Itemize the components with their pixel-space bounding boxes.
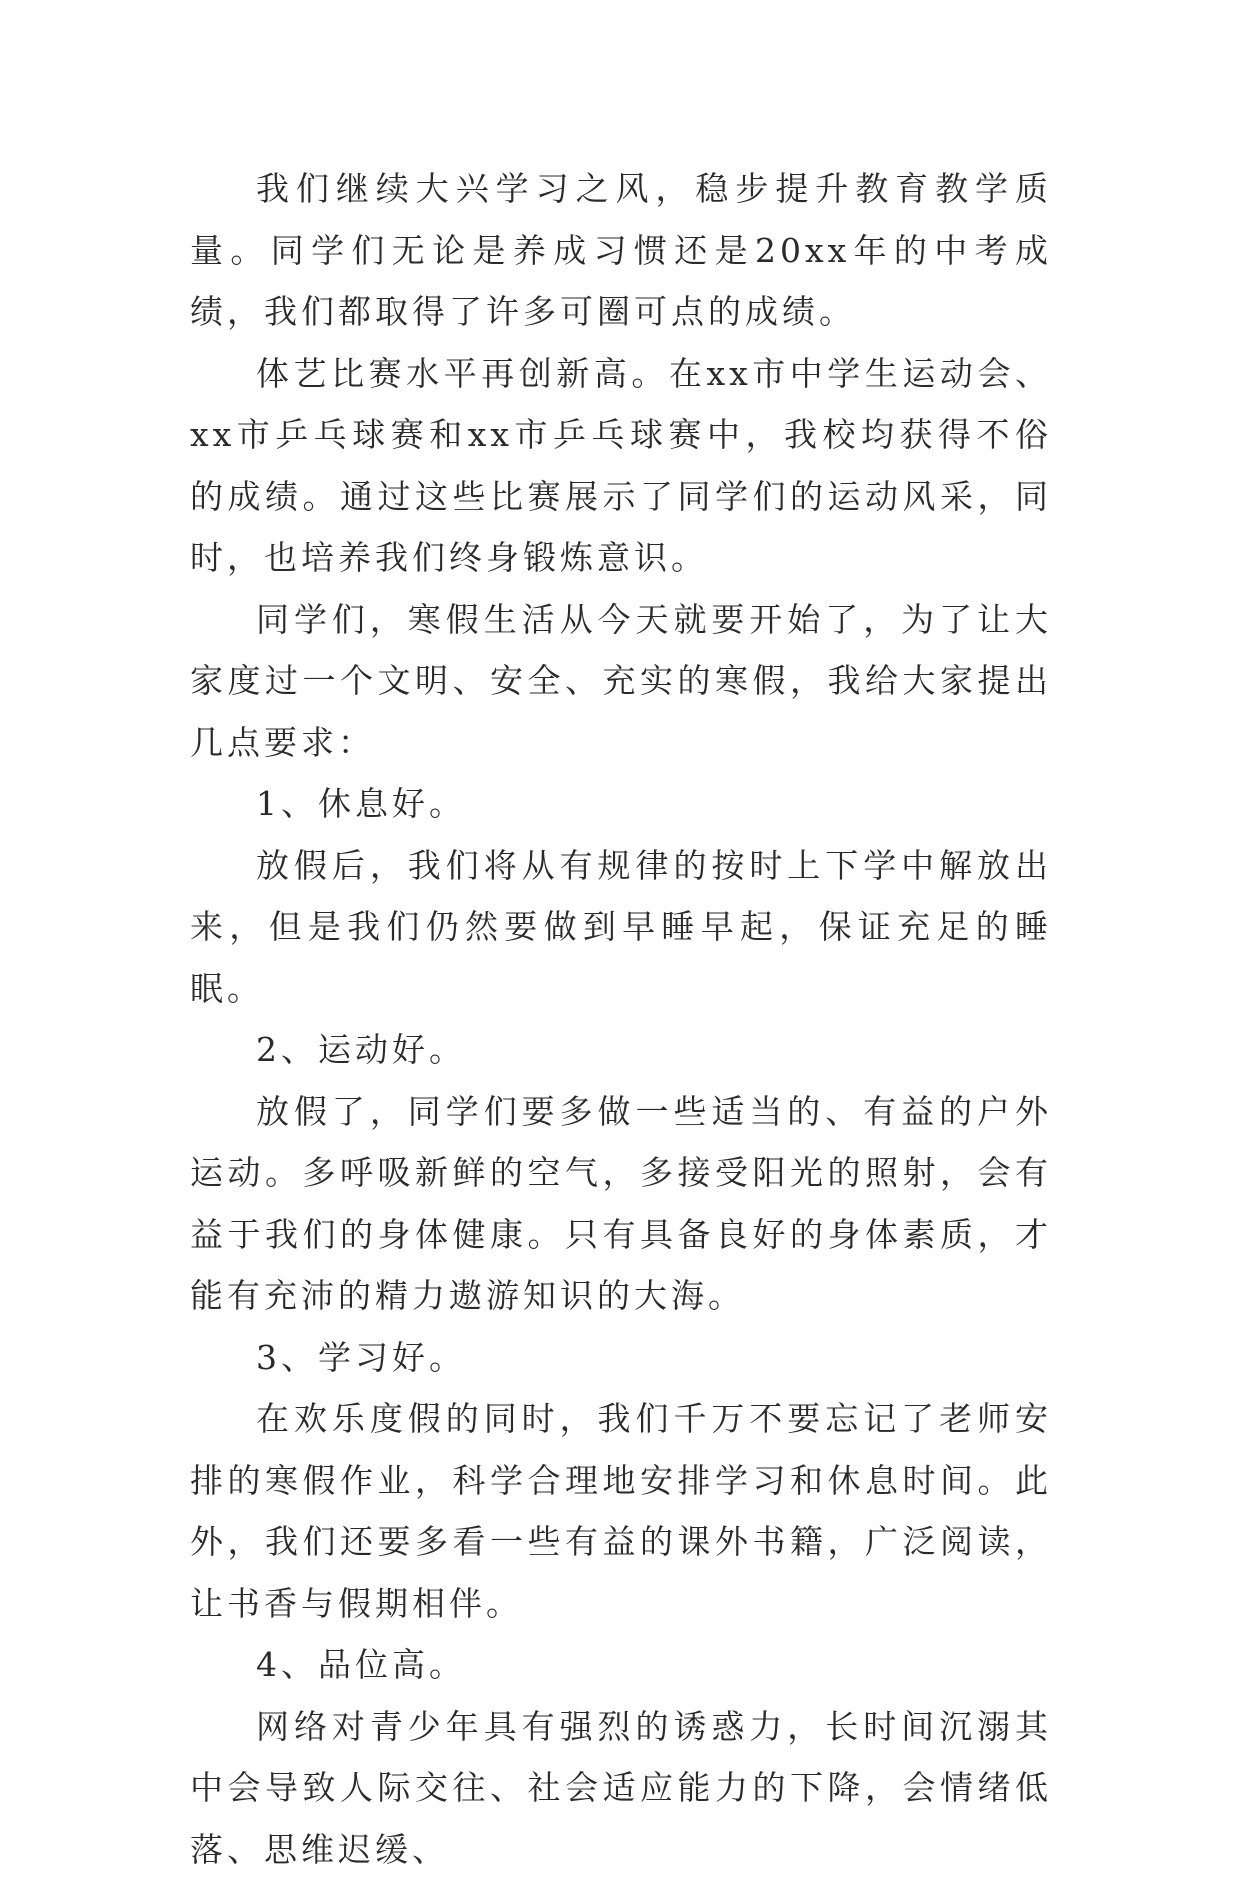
heading-rest-well: 1、休息好。 (190, 773, 1052, 835)
paragraph-sports-arts: 体艺比赛水平再创新高。在xx市中学生运动会、xx市乒乓球赛和xx市乒乓球赛中，我校均获得不俗的成绩。通过这些比赛展示了同学们的运动风采，同时，也培养我们终身锻炼意识。 (190, 343, 1052, 589)
document-body (190, 158, 1052, 1880)
heading-exercise-well: 2、运动好。 (190, 1019, 1052, 1081)
heading-study-well: 3、学习好。 (190, 1327, 1052, 1389)
paragraph-exercise-well: 放假了，同学们要多做一些适当的、有益的户外运动。多呼吸新鲜的空气，多接受阳光的照射，会有益于我们的身体健康。只有具备良好的身体素质，才能有充沛的精力遨游知识的大海。 (190, 1081, 1052, 1327)
paragraph-study-well: 在欢乐度假的同时，我们千万不要忘记了老师安排的寒假作业，科学合理地安排学习和休息时间。此外，我们还要多看一些有益的课外书籍，广泛阅读，让书香与假期相伴。 (190, 1388, 1052, 1634)
heading-good-taste: 4、品位高。 (190, 1634, 1052, 1696)
paragraph-internet-warning: 网络对青少年具有强烈的诱惑力，长时间沉溺其中会导致人际交往、社会适应能力的下降，会情绪低落、思维迟缓、 (190, 1696, 1052, 1880)
paragraph-winter-break-intro: 同学们，寒假生活从今天就要开始了，为了让大家度过一个文明、安全、充实的寒假，我给大家提出几点要求： (190, 589, 1052, 774)
paragraph-study-quality: 我们继续大兴学习之风，稳步提升教育教学质量。同学们无论是养成习惯还是20xx年的中考成绩，我们都取得了许多可圈可点的成绩。 (190, 158, 1052, 343)
paragraph-rest-well: 放假后，我们将从有规律的按时上下学中解放出来，但是我们仍然要做到早睡早起，保证充足的睡眠。 (190, 835, 1052, 1020)
